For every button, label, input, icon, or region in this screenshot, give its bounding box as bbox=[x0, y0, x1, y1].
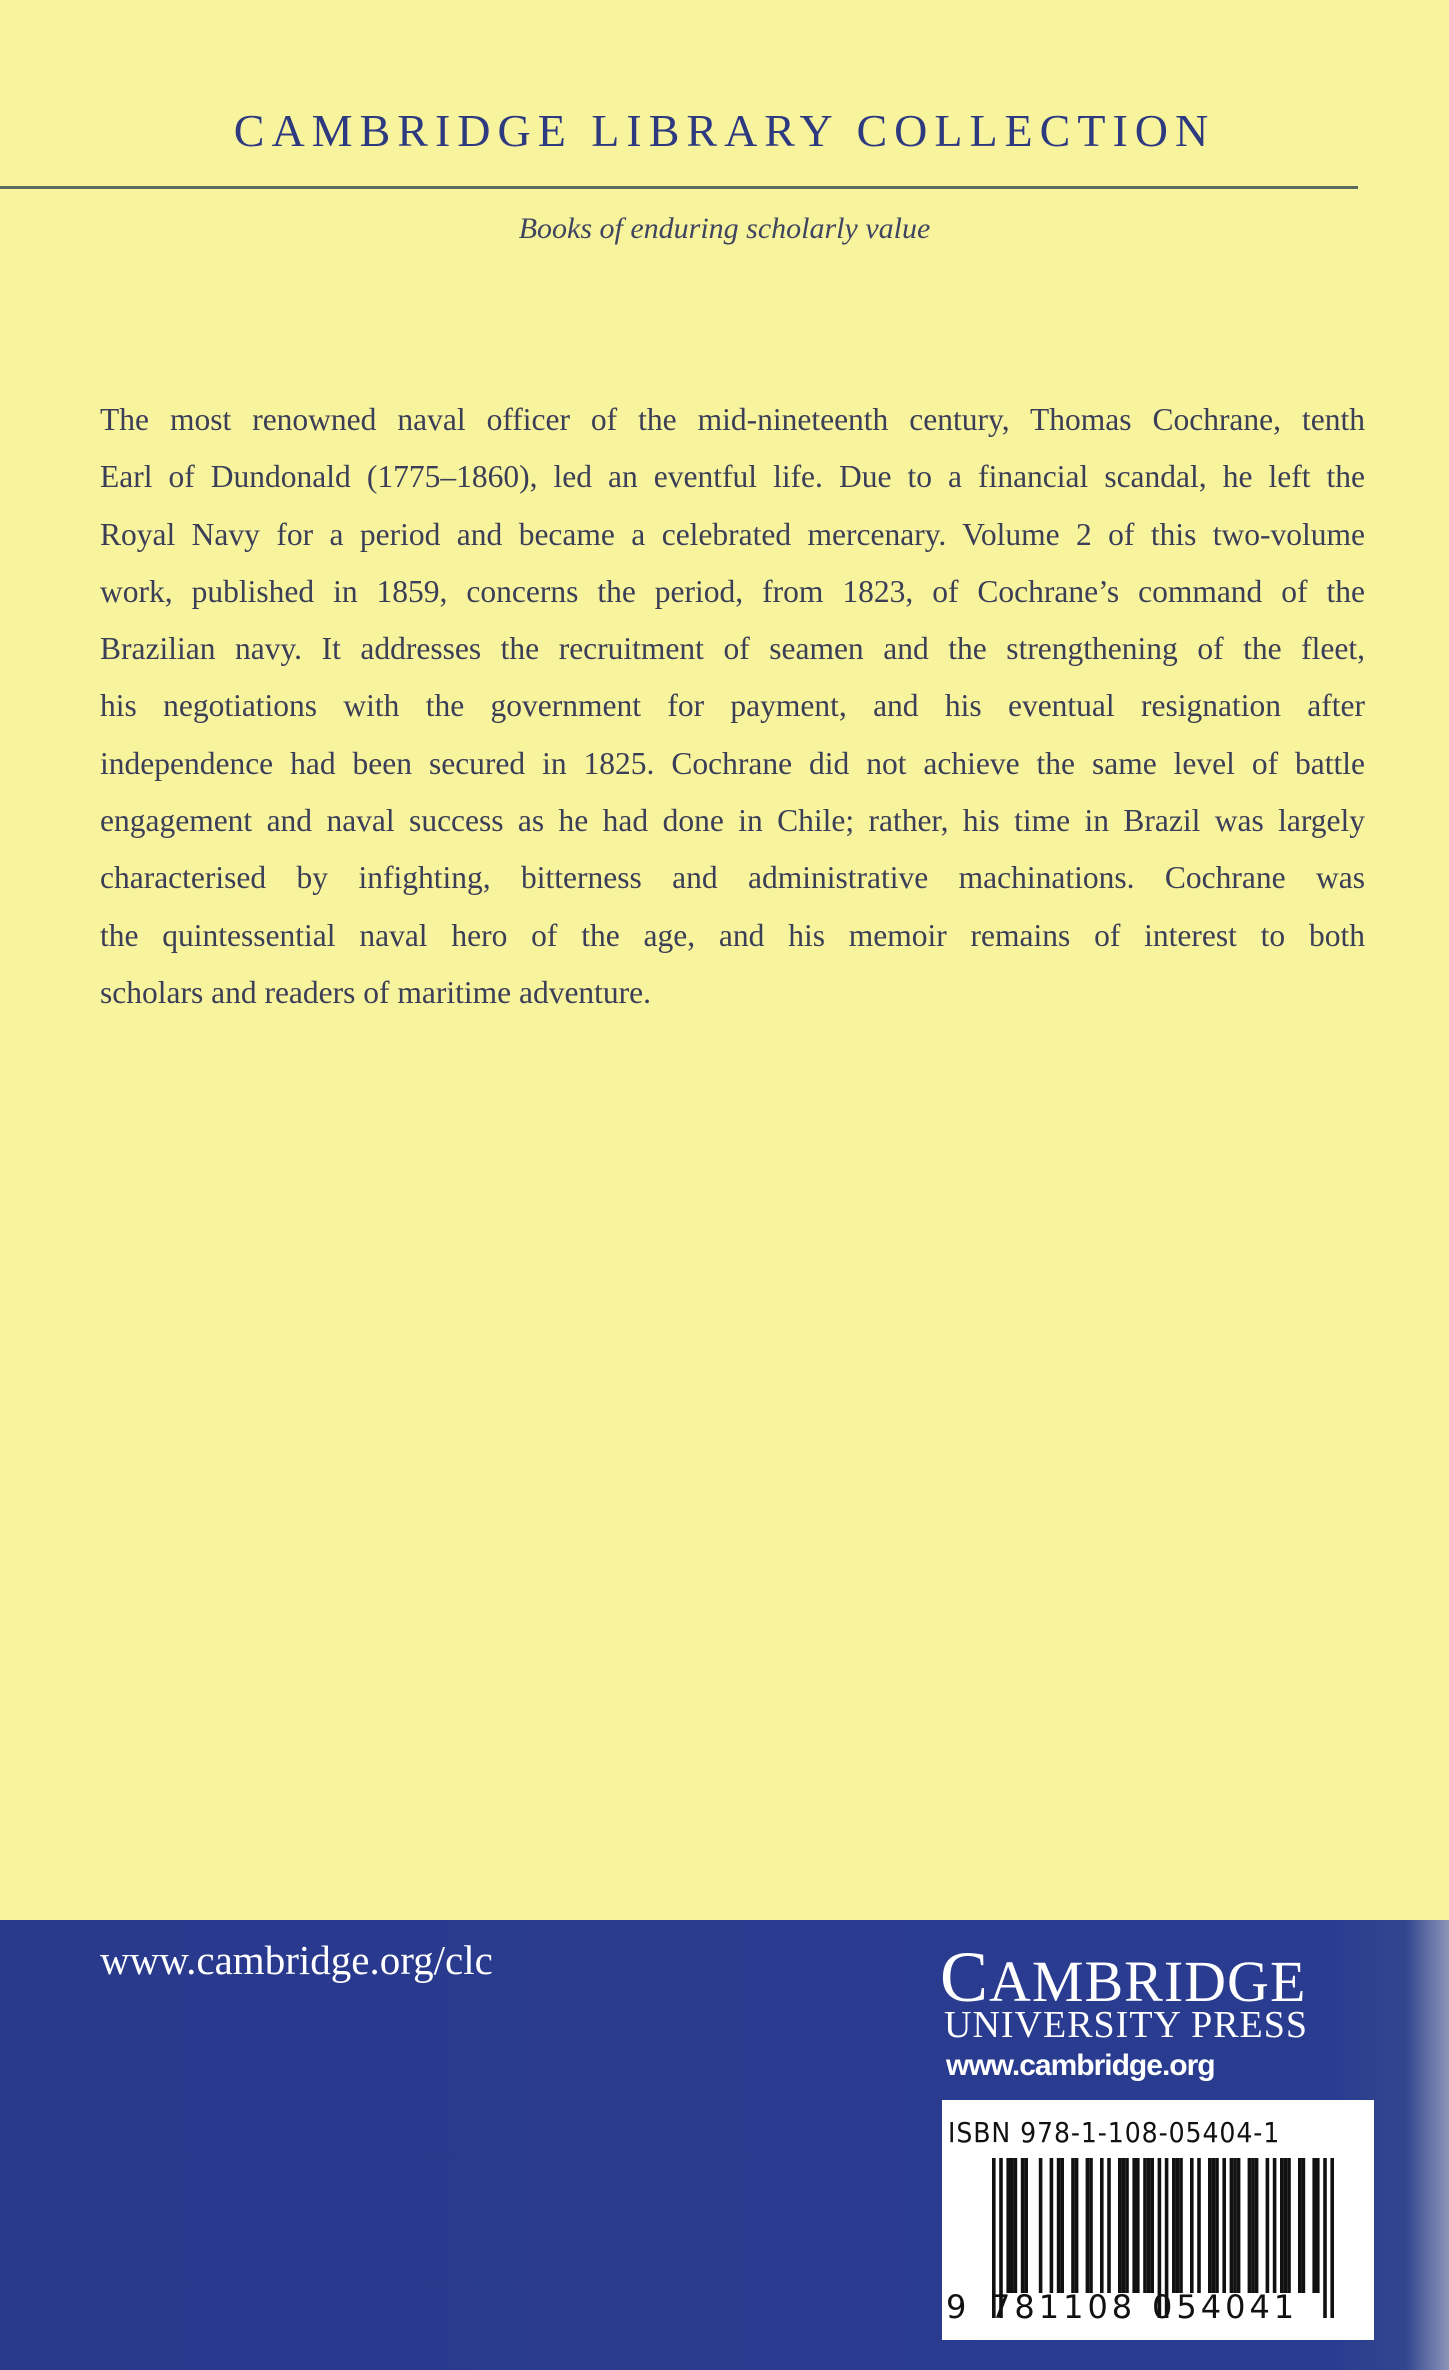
barcode-bar bbox=[1251, 2158, 1255, 2293]
barcode-bar bbox=[1233, 2158, 1237, 2293]
barcode-bar bbox=[1039, 2158, 1043, 2293]
barcode-label bbox=[942, 2100, 1374, 2340]
barcode-bar bbox=[1172, 2158, 1176, 2293]
barcode-bar bbox=[1255, 2158, 1259, 2293]
series-url-link[interactable]: www.cambridge.org/clc bbox=[100, 1937, 493, 1983]
barcode-right-digits: 054041 bbox=[1152, 2288, 1299, 2326]
description-line: work, published in 1859, concerns the period, from 1823, of Cochrane’s command of the bbox=[100, 573, 1365, 609]
barcode-bar bbox=[1060, 2158, 1064, 2293]
barcode-bar bbox=[1010, 2158, 1014, 2293]
barcode-bar bbox=[1215, 2158, 1219, 2293]
barcode-bar bbox=[1302, 2158, 1306, 2293]
description-line: Brazilian navy. It addresses the recruitment of seamen and the strengthening of the fleet, bbox=[100, 631, 1365, 667]
barcode-bar bbox=[1147, 2158, 1151, 2293]
barcode-bar bbox=[1298, 2158, 1302, 2293]
barcode-bar bbox=[1212, 2158, 1216, 2293]
barcode-bar bbox=[1014, 2158, 1018, 2293]
description-line: scholars and readers of maritime adventure. bbox=[100, 974, 652, 1010]
isbn-text: ISBN 978-1-108-05404-1 bbox=[948, 2116, 1281, 2149]
barcode-bar bbox=[1330, 2158, 1334, 2318]
barcode-bar bbox=[1222, 2158, 1226, 2293]
barcode-bar bbox=[1230, 2158, 1234, 2293]
barcode-bar bbox=[1107, 2158, 1111, 2293]
barcode-bar bbox=[1287, 2158, 1291, 2293]
publisher-url-link[interactable]: www.cambridge.org bbox=[946, 2049, 1215, 2082]
description-line: the quintessential naval hero of the age, and his memoir remains of interest to both bbox=[100, 917, 1365, 953]
barcode-bar bbox=[1118, 2158, 1122, 2293]
barcode-first-digit: 9 bbox=[946, 2288, 967, 2326]
barcode-bar bbox=[1150, 2158, 1154, 2293]
barcode-bar bbox=[1248, 2158, 1252, 2293]
description-line: characterised by infighting, bitterness and administrative machinations. Cochrane was bbox=[100, 860, 1365, 896]
description-line: his negotiations with the government for payment, and his eventual resignation after bbox=[100, 688, 1365, 724]
barcode-bar bbox=[1176, 2158, 1180, 2293]
barcode-bar bbox=[1197, 2158, 1201, 2293]
barcode-bar bbox=[1021, 2158, 1025, 2293]
barcode-bar bbox=[1280, 2158, 1284, 2293]
logo-initial: C bbox=[940, 1937, 990, 2017]
barcode-bar bbox=[1075, 2158, 1079, 2293]
barcode-bar bbox=[1179, 2158, 1183, 2293]
barcode-bar bbox=[1237, 2158, 1241, 2293]
publisher-logo-subtitle: UNIVERSITY PRESS bbox=[944, 2004, 1309, 2046]
logo-name: AMBRIDGE bbox=[989, 1949, 1307, 2014]
barcode-left-digits: 781108 bbox=[990, 2288, 1137, 2326]
barcode-bar bbox=[1284, 2158, 1288, 2293]
description-line: The most renowned naval officer of the mid-nineteenth century, Thomas Cochrane, tenth bbox=[100, 402, 1365, 437]
description-line: Royal Navy for a period and became a celebrated mercenary. Volume 2 of this two-volume bbox=[100, 516, 1365, 552]
description-line: engagement and naval success as he had done in Chile; rather, his time in Brazil was largely bbox=[100, 803, 1365, 839]
series-title: CAMBRIDGE LIBRARY COLLECTION bbox=[233, 105, 1216, 156]
barcode-bar bbox=[1208, 2158, 1212, 2293]
barcode-bar bbox=[1143, 2158, 1147, 2293]
barcode-bar bbox=[1136, 2158, 1140, 2293]
barcode-bar bbox=[1122, 2158, 1126, 2293]
barcode-bar bbox=[1132, 2158, 1136, 2293]
barcode-bar bbox=[1071, 2158, 1075, 2293]
barcode-bar bbox=[1100, 2158, 1104, 2293]
barcode-bar bbox=[1125, 2158, 1129, 2293]
barcode-bar bbox=[1050, 2158, 1054, 2293]
barcode-bar bbox=[1024, 2158, 1028, 2293]
description-line: Earl of Dundonald (1775–1860), led an eventful life. Due to a financial scandal, he left the bbox=[100, 459, 1365, 495]
barcode-bar bbox=[1006, 2158, 1010, 2293]
barcode-bar bbox=[1312, 2158, 1316, 2293]
series-tagline: Books of enduring scholarly value bbox=[518, 212, 931, 245]
barcode-bar bbox=[1086, 2158, 1090, 2293]
barcode-bar bbox=[1190, 2158, 1194, 2293]
barcode-bar bbox=[1057, 2158, 1061, 2293]
barcode-bar bbox=[1266, 2158, 1270, 2293]
book-description bbox=[100, 398, 1365, 1028]
divider-rule bbox=[0, 186, 1358, 189]
barcode-bar bbox=[1316, 2158, 1320, 2293]
barcode-bar bbox=[1089, 2158, 1093, 2293]
barcode-bar bbox=[1323, 2158, 1327, 2318]
barcode-bar bbox=[1273, 2158, 1277, 2293]
description-line: independence had been secured in 1825. Cochrane did not achieve the same level of battle bbox=[100, 745, 1365, 781]
